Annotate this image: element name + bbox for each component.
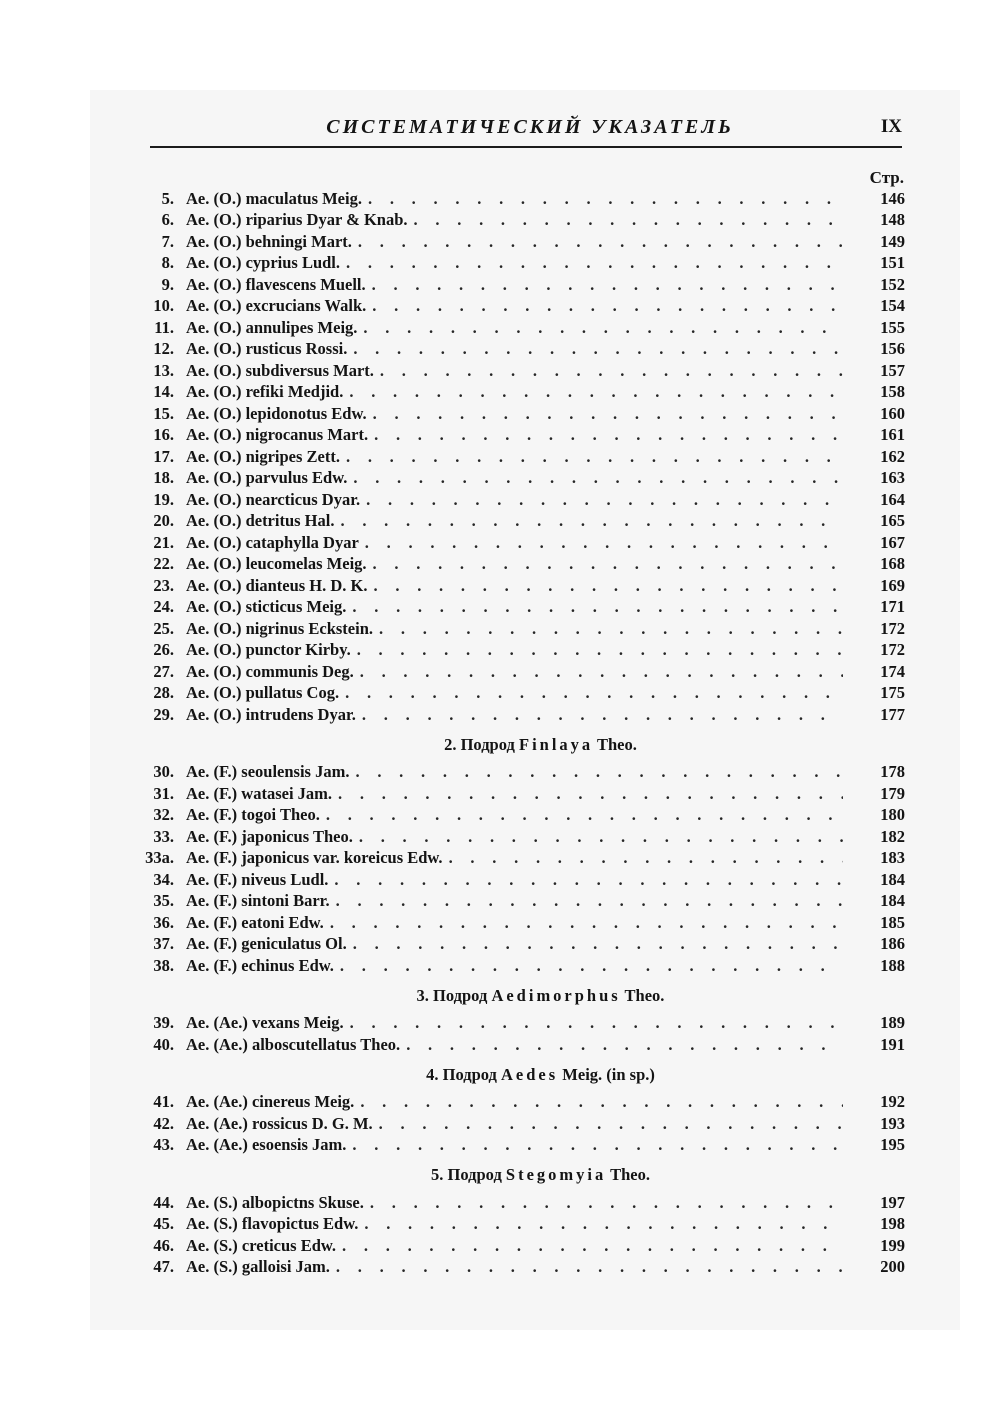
section-heading-genus: Aedes xyxy=(501,1064,559,1084)
entry-page-number: 167 xyxy=(880,532,905,552)
section-heading-author: Meig. (in sp.) xyxy=(562,1064,655,1084)
dot-leader xyxy=(374,424,843,445)
entry-page-number: 199 xyxy=(880,1235,905,1255)
entry-species-name: Ae. (O.) cataphylla Dyar xyxy=(186,532,359,552)
dot-leader xyxy=(370,1192,843,1213)
entry-species-name: Ae. (Ae.) cinereus Meig. xyxy=(186,1092,355,1111)
dot-leader xyxy=(360,661,843,682)
index-entry xyxy=(136,596,905,618)
index-entry xyxy=(136,402,905,424)
entry-number: 33. xyxy=(153,826,174,846)
entry-number: 44. xyxy=(153,1192,174,1212)
dot-leader xyxy=(373,403,843,424)
entry-species-name: Ae. (O.) refiki Medjid. xyxy=(186,382,344,401)
entry-number: 28. xyxy=(153,683,174,702)
entry-number: 5. xyxy=(161,188,174,208)
index-entry xyxy=(136,187,905,209)
dot-leader xyxy=(414,209,843,230)
entry-species-name: Ae. (Ae.) esoensis Jam. xyxy=(186,1135,347,1154)
entry-species-name: Ae. (O.) riparius Dyar & Knab. xyxy=(186,210,408,229)
section-heading-prefix: 4. Подрод xyxy=(426,1064,497,1084)
entry-page-number: 161 xyxy=(880,425,905,444)
entry-page-number: 154 xyxy=(880,296,905,315)
index-entry xyxy=(136,553,905,575)
dot-leader xyxy=(373,553,843,574)
entry-species-name: Ae. (Ae.) alboscutellatus Theo. xyxy=(186,1034,401,1054)
entry-number: 37. xyxy=(153,934,174,953)
entry-species-name: Ae. (S.) galloisi Jam. xyxy=(186,1257,330,1276)
entry-species-name: Ae. (O.) nigrocanus Mart. xyxy=(186,425,369,444)
entry-page-number: 198 xyxy=(880,1214,905,1233)
section-heading xyxy=(136,985,905,1007)
dot-leader xyxy=(326,804,843,825)
entry-species-name: Ae. (F.) echinus Edw. xyxy=(186,955,334,975)
entry-page-number: 155 xyxy=(880,317,905,337)
entry-number: 18. xyxy=(153,468,174,487)
section-heading-author: Theo. xyxy=(610,1165,650,1184)
entry-page-number: 177 xyxy=(880,704,905,724)
dot-leader xyxy=(353,933,843,954)
entry-species-name: Ae. (O.) parvulus Edw. xyxy=(186,468,348,487)
entry-species-name: Ae. (F.) eatoni Edw. xyxy=(186,912,324,932)
dot-leader xyxy=(336,890,843,911)
entry-species-name: Ae. (O.) cyprius Ludl. xyxy=(186,253,341,272)
index-entry xyxy=(136,1012,905,1034)
entry-number: 9. xyxy=(161,274,174,294)
section-heading-author: Theo. xyxy=(597,734,637,754)
entry-number: 16. xyxy=(153,425,174,444)
entry-number: 8. xyxy=(161,253,174,272)
index-entry xyxy=(136,488,905,510)
section-heading-genus: Aedimorphus xyxy=(491,985,621,1005)
entry-page-number: 192 xyxy=(880,1092,905,1111)
entry-species-name: Ae. (O.) detritus Hal. xyxy=(186,511,335,530)
section-heading-genus: Stegomyia xyxy=(505,1165,607,1184)
index-entry xyxy=(136,825,905,847)
dot-leader xyxy=(374,575,844,596)
entry-page-number: 157 xyxy=(880,360,905,380)
dot-leader xyxy=(350,1012,843,1033)
entry-page-number: 148 xyxy=(880,210,905,229)
index-entry xyxy=(136,933,905,955)
entry-page-number: 171 xyxy=(880,597,905,616)
entry-page-number: 197 xyxy=(880,1192,905,1212)
entry-page-number: 188 xyxy=(880,955,905,975)
index-entry xyxy=(136,316,905,338)
entry-number: 41. xyxy=(153,1092,174,1111)
entry-species-name: Ae. (F.) japonicus var. koreicus Edw. xyxy=(186,848,443,867)
dot-leader xyxy=(357,639,843,660)
dot-leader xyxy=(360,1091,843,1112)
entry-species-name: Ae. (O.) flavescens Muell. xyxy=(186,274,366,294)
dot-leader xyxy=(365,532,843,553)
entry-species-name: Ae. (Ae.) rossicus D. G. M. xyxy=(186,1113,373,1133)
entry-page-number: 184 xyxy=(880,869,905,889)
dot-leader xyxy=(364,1213,843,1234)
index-entry xyxy=(136,273,905,295)
entry-number: 15. xyxy=(153,403,174,423)
entry-species-name: Ae. (F.) sintoni Barr. xyxy=(186,891,330,910)
index-entry xyxy=(136,1033,905,1055)
section-heading xyxy=(136,1064,905,1086)
section-heading-prefix: 5. Подрод xyxy=(431,1165,502,1184)
index-entry xyxy=(136,639,905,661)
section-heading-prefix: 2. Подрод xyxy=(444,734,515,754)
entry-number: 20. xyxy=(153,511,174,530)
index-entry xyxy=(136,911,905,933)
entry-page-number: 149 xyxy=(880,231,905,251)
index-entry xyxy=(136,209,905,231)
index-entry xyxy=(136,1256,905,1278)
entry-page-number: 162 xyxy=(880,446,905,466)
index-entry xyxy=(136,445,905,467)
running-title: СИСТЕМАТИЧЕСКИЙ УКАЗАТЕЛЬ xyxy=(326,116,734,138)
dot-leader xyxy=(363,317,843,338)
page-column-label: Стр. xyxy=(869,168,904,187)
entry-page-number: 178 xyxy=(880,762,905,781)
dot-leader xyxy=(334,869,843,890)
entry-page-number: 180 xyxy=(880,805,905,824)
entry-number: 42. xyxy=(153,1113,174,1133)
entry-page-number: 195 xyxy=(880,1135,905,1154)
entry-page-number: 163 xyxy=(880,468,905,487)
entry-page-number: 146 xyxy=(880,188,905,208)
entry-page-number: 165 xyxy=(880,511,905,530)
dot-leader xyxy=(362,704,843,725)
entry-page-number: 183 xyxy=(880,848,905,867)
entry-page-number: 169 xyxy=(880,575,905,595)
entry-species-name: Ae. (O.) pullatus Cog. xyxy=(186,683,340,702)
entry-number: 35. xyxy=(153,891,174,910)
dot-leader xyxy=(346,252,843,273)
dot-leader xyxy=(359,826,843,847)
entry-number: 26. xyxy=(153,640,174,659)
entry-page-number: 160 xyxy=(880,403,905,423)
index-entry xyxy=(136,682,905,704)
entry-number: 46. xyxy=(153,1235,174,1255)
index-entry xyxy=(136,761,905,783)
entry-number: 31. xyxy=(153,783,174,803)
index-entry xyxy=(136,1191,905,1213)
entry-number: 29. xyxy=(153,704,174,724)
index-entry xyxy=(136,804,905,826)
index-entry xyxy=(136,359,905,381)
index-entry xyxy=(136,868,905,890)
dot-leader xyxy=(353,338,843,359)
index-entry xyxy=(136,660,905,682)
entry-species-name: Ae. (O.) nigrinus Eckstein. xyxy=(186,618,374,638)
dot-leader xyxy=(336,1256,843,1277)
entry-page-number: 191 xyxy=(880,1034,905,1054)
entry-number: 11. xyxy=(154,317,174,337)
dot-leader xyxy=(353,467,843,488)
entry-species-name: Ae. (O.) lepidonotus Edw. xyxy=(186,403,367,423)
entry-number: 47. xyxy=(153,1257,174,1276)
entry-page-number: 164 xyxy=(880,489,905,509)
entry-number: 10. xyxy=(153,296,174,315)
index-entry xyxy=(136,847,905,869)
dot-leader xyxy=(379,618,843,639)
entry-number: 45. xyxy=(153,1214,174,1233)
entry-page-number: 189 xyxy=(880,1013,905,1032)
entry-number: 25. xyxy=(153,618,174,638)
dot-leader xyxy=(330,912,843,933)
index-entry xyxy=(136,510,905,532)
dot-leader xyxy=(340,510,843,531)
section-heading-genus: Finlaya xyxy=(518,734,594,754)
index-entry xyxy=(136,1234,905,1256)
entry-number: 12. xyxy=(153,339,174,358)
entry-number: 36. xyxy=(153,912,174,932)
index-entry xyxy=(136,1213,905,1235)
dot-leader xyxy=(366,489,843,510)
dot-leader xyxy=(358,231,843,252)
dot-leader xyxy=(355,761,843,782)
entry-number: 19. xyxy=(153,489,174,509)
entry-page-number: 172 xyxy=(880,640,905,659)
index-entry xyxy=(136,617,905,639)
entry-page-number: 172 xyxy=(880,618,905,638)
entry-species-name: Ae. (S.) flavopictus Edw. xyxy=(186,1214,359,1233)
entry-number: 14. xyxy=(153,382,174,401)
dot-leader xyxy=(449,847,843,868)
dot-leader xyxy=(349,381,843,402)
entry-species-name: Ae. (F.) seoulensis Jam. xyxy=(186,762,350,781)
entry-species-name: Ae. (O.) maculatus Meig. xyxy=(186,188,362,208)
entry-number: 7. xyxy=(161,231,174,251)
entry-page-number: 193 xyxy=(880,1113,905,1133)
entry-number: 40. xyxy=(153,1034,174,1054)
entry-number: 22. xyxy=(153,554,174,573)
index-entry xyxy=(136,295,905,317)
entry-page-number: 152 xyxy=(880,274,905,294)
index-entry xyxy=(136,230,905,252)
entry-page-number: 179 xyxy=(880,783,905,803)
section-heading-prefix: 3. Подрод xyxy=(416,985,488,1005)
index-list xyxy=(136,187,905,1277)
index-entry xyxy=(136,252,905,274)
entry-number: 32. xyxy=(153,805,174,824)
entry-species-name: Ae. (O.) punctor Kirby. xyxy=(186,640,351,659)
index-entry xyxy=(136,1112,905,1134)
entry-page-number: 200 xyxy=(880,1257,905,1276)
entry-page-number: 185 xyxy=(880,912,905,932)
entry-species-name: Ae. (O.) rusticus Rossi. xyxy=(186,339,348,358)
index-entry xyxy=(136,467,905,489)
index-entry xyxy=(136,954,905,976)
entry-species-name: Ae. (O.) sticticus Meig. xyxy=(186,597,347,616)
index-entry xyxy=(136,424,905,446)
entry-number: 23. xyxy=(153,575,174,595)
index-entry xyxy=(136,574,905,596)
section-heading-author: Theo. xyxy=(624,985,665,1005)
entry-number: 33a. xyxy=(145,848,174,867)
entry-species-name: Ae. (O.) nearcticus Dyar. xyxy=(186,489,361,509)
entry-species-name: Ae. (O.) excrucians Walk. xyxy=(186,296,367,315)
entry-species-name: Ae. (O.) subdiversus Mart. xyxy=(186,360,374,380)
entry-page-number: 186 xyxy=(880,934,905,953)
header-rule xyxy=(150,146,902,148)
section-heading xyxy=(136,734,905,756)
entry-number: 30. xyxy=(153,762,174,781)
entry-species-name: Ae. (F.) niveus Ludl. xyxy=(186,869,329,889)
entry-species-name: Ae. (F.) geniculatus Ol. xyxy=(186,934,347,953)
entry-page-number: 175 xyxy=(880,683,905,702)
entry-number: 39. xyxy=(153,1013,174,1032)
index-entry xyxy=(136,1134,905,1156)
entry-page-number: 182 xyxy=(880,826,905,846)
dot-leader xyxy=(346,446,843,467)
entry-species-name: Ae. (O.) nigripes Zett. xyxy=(186,446,340,466)
entry-species-name: Ae. (Ae.) vexans Meig. xyxy=(186,1013,344,1032)
dot-leader xyxy=(379,1113,843,1134)
entry-page-number: 174 xyxy=(880,661,905,681)
entry-page-number: 151 xyxy=(880,253,905,272)
entry-species-name: Ae. (O.) dianteus H. D. K. xyxy=(186,575,368,595)
entry-number: 6. xyxy=(161,210,174,229)
index-entry xyxy=(136,782,905,804)
index-entry xyxy=(136,338,905,360)
entry-species-name: Ae. (S.) albopictns Skuse. xyxy=(186,1192,364,1212)
index-entry xyxy=(136,703,905,725)
index-entry xyxy=(136,531,905,553)
dot-leader xyxy=(406,1034,843,1055)
entry-species-name: Ae. (O.) leucomelas Meig. xyxy=(186,554,367,573)
entry-page-number: 156 xyxy=(880,339,905,358)
entry-species-name: Ae. (O.) intrudens Dyar. xyxy=(186,704,356,724)
index-entry xyxy=(136,890,905,912)
entry-number: 17. xyxy=(153,446,174,466)
dot-leader xyxy=(372,274,843,295)
dot-leader xyxy=(338,783,843,804)
entry-page-number: 184 xyxy=(880,891,905,910)
entry-number: 21. xyxy=(153,532,174,552)
dot-leader xyxy=(342,1235,843,1256)
page-number: IX xyxy=(880,116,902,137)
dot-leader xyxy=(352,1134,843,1155)
entry-page-number: 158 xyxy=(880,382,905,401)
dot-leader xyxy=(345,682,843,703)
entry-species-name: Ae. (S.) creticus Edw. xyxy=(186,1235,337,1255)
dot-leader xyxy=(380,360,843,381)
dot-leader xyxy=(340,955,843,976)
entry-number: 38. xyxy=(153,955,174,975)
entry-number: 27. xyxy=(153,661,174,681)
entry-number: 24. xyxy=(153,597,174,616)
dot-leader xyxy=(352,596,843,617)
dot-leader xyxy=(368,188,843,209)
entry-number: 34. xyxy=(153,869,174,889)
entry-species-name: Ae. (O.) communis Deg. xyxy=(186,661,354,681)
index-entry xyxy=(136,381,905,403)
section-heading xyxy=(136,1164,905,1186)
entry-species-name: Ae. (F.) watasei Jam. xyxy=(186,783,333,803)
entry-number: 43. xyxy=(153,1135,174,1154)
running-head xyxy=(150,116,902,146)
entry-species-name: Ae. (F.) togoi Theo. xyxy=(186,805,320,824)
entry-page-number: 168 xyxy=(880,554,905,573)
entry-number: 13. xyxy=(153,360,174,380)
entry-species-name: Ae. (O.) behningi Mart. xyxy=(186,231,352,251)
index-entry xyxy=(136,1091,905,1113)
entry-species-name: Ae. (O.) annulipes Meig. xyxy=(186,317,358,337)
entry-species-name: Ae. (F.) japonicus Theo. xyxy=(186,826,353,846)
dot-leader xyxy=(372,295,843,316)
